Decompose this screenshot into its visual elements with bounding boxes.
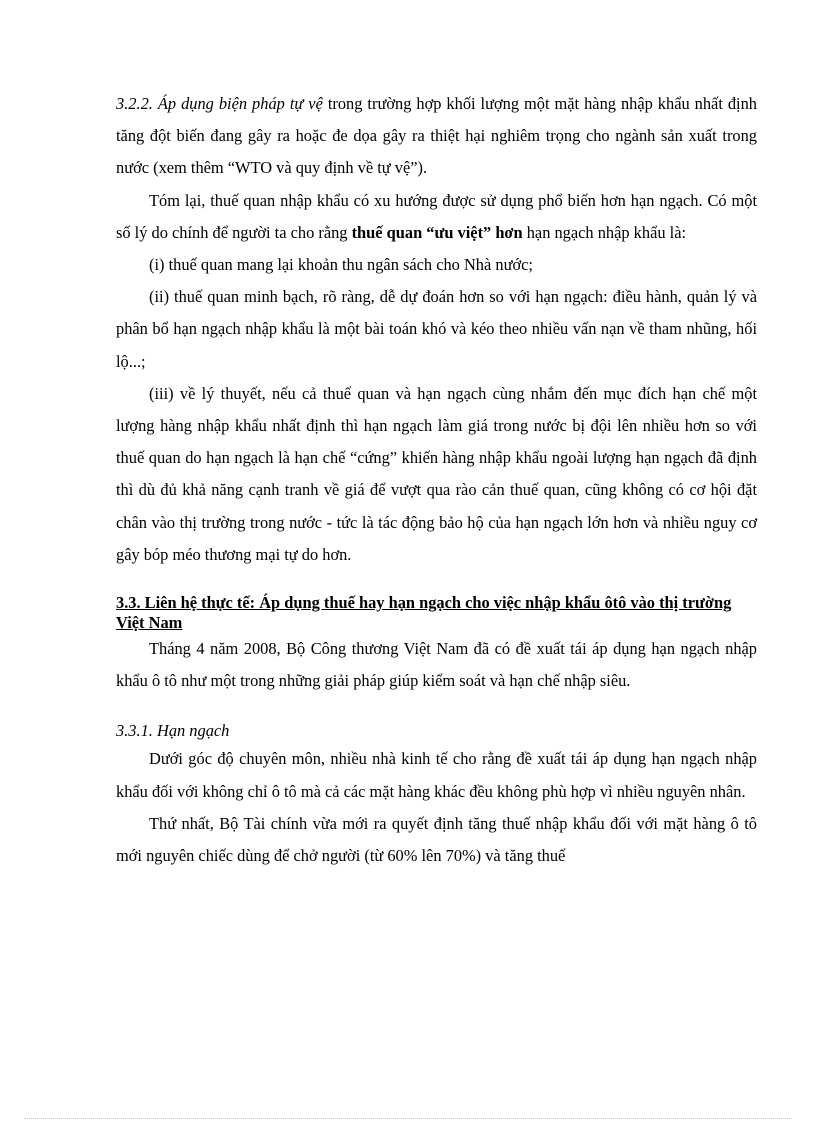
paragraph-summary (116, 185, 757, 249)
paragraph-april-2008: Tháng 4 năm 2008, Bộ Công thương Việt Nam đã có đề xuất tái áp dụng hạn ngạch nhập khẩu ô tô như một trong những giải pháp giúp kiểm soát và hạn chế nhập siêu. (116, 639, 757, 691)
list-item-i: (i) thuế quan mang lại khoản thu ngân sách cho Nhà nước; (149, 255, 533, 275)
paragraph-text: trong trường hợp khối lượng một mặt hàng nhập khẩu nhất định tăng đột biến đang gây ra hoặc đe dọa gây ra thiệt hại nghiêm trọng cho ngành sản xuất trong nước (xem thêm “WTO và quy định về tự vệ”). (116, 94, 758, 178)
section-heading-3-3-1: 3.3.1. Hạn ngạch (116, 721, 230, 741)
paragraph-expert-view: Dưới góc độ chuyên môn, nhiều nhà kinh tế cho rằng đề xuất tái áp dụng hạn ngạch nhập khẩu đối với không chỉ ô tô mà cả các mặt hàng khác đều không phù hợp vì nhiều nguyên nhân. (116, 749, 757, 801)
paragraph-first-reason: Thứ nhất, Bộ Tài chính vừa mới ra quyết định tăng thuế nhập khẩu đối với mặt hàng ô tô mới nguyên chiếc dùng để chở người (từ 60% lên 70%) và tăng thuế (116, 813, 757, 866)
bold-phrase: thuế quan “ưu việt” hơn (351, 222, 523, 242)
document-page (116, 88, 757, 872)
list-item-iii: (iii) về lý thuyết, nếu cả thuế quan và hạn ngạch cùng nhắm đến mục đích hạn chế một lượng hàng nhập khẩu nhất định thì hạn ngạch làm giá trong nước bị đội lên nhiều hơn so với thuế quan do hạn ngạch là hạn chế “cứng” khiến hàng nhập khẩu ngoài lượng hạn ngạch đã định thì dù đủ khả năng cạnh tranh về giá để vượt qua rào cản thuế quan, cũng không có cơ hội đặt chân vào thị trường trong nước - tức là tác động bảo hộ của hạn ngạch lớn hơn và nhiều nguy cơ gây bóp méo thương mại tự do hơn. (116, 383, 757, 564)
list-item-ii: (ii) thuế quan minh bạch, rõ ràng, dễ dự đoán hơn so với hạn ngạch: điều hành, quản lý và phân bổ hạn ngạch nhập khẩu là một bài toán khó và kéo theo nhiều vấn nạn về tham nhũng, hối lộ...; (116, 287, 757, 371)
paragraph-safeguard-measures (116, 88, 757, 185)
paragraph-text: hạn ngạch nhập khẩu là: (522, 222, 687, 242)
page-bottom-rule (24, 1118, 792, 1119)
section-heading-3-3: 3.3. Liên hệ thực tế: Áp dụng thuế hay hạn ngạch cho việc nhập khẩu ôtô vào thị trường Việt Nam (116, 593, 732, 633)
section-label-3-2-2: 3.2.2. Áp dụng biện pháp tự vệ (116, 94, 323, 113)
paragraph-text: Tóm lại, thuế quan nhập khẩu có xu hướng được sử dụng phổ biến hơn hạn ngạch. Có một số lý do chính để người ta cho rằng (116, 190, 757, 242)
